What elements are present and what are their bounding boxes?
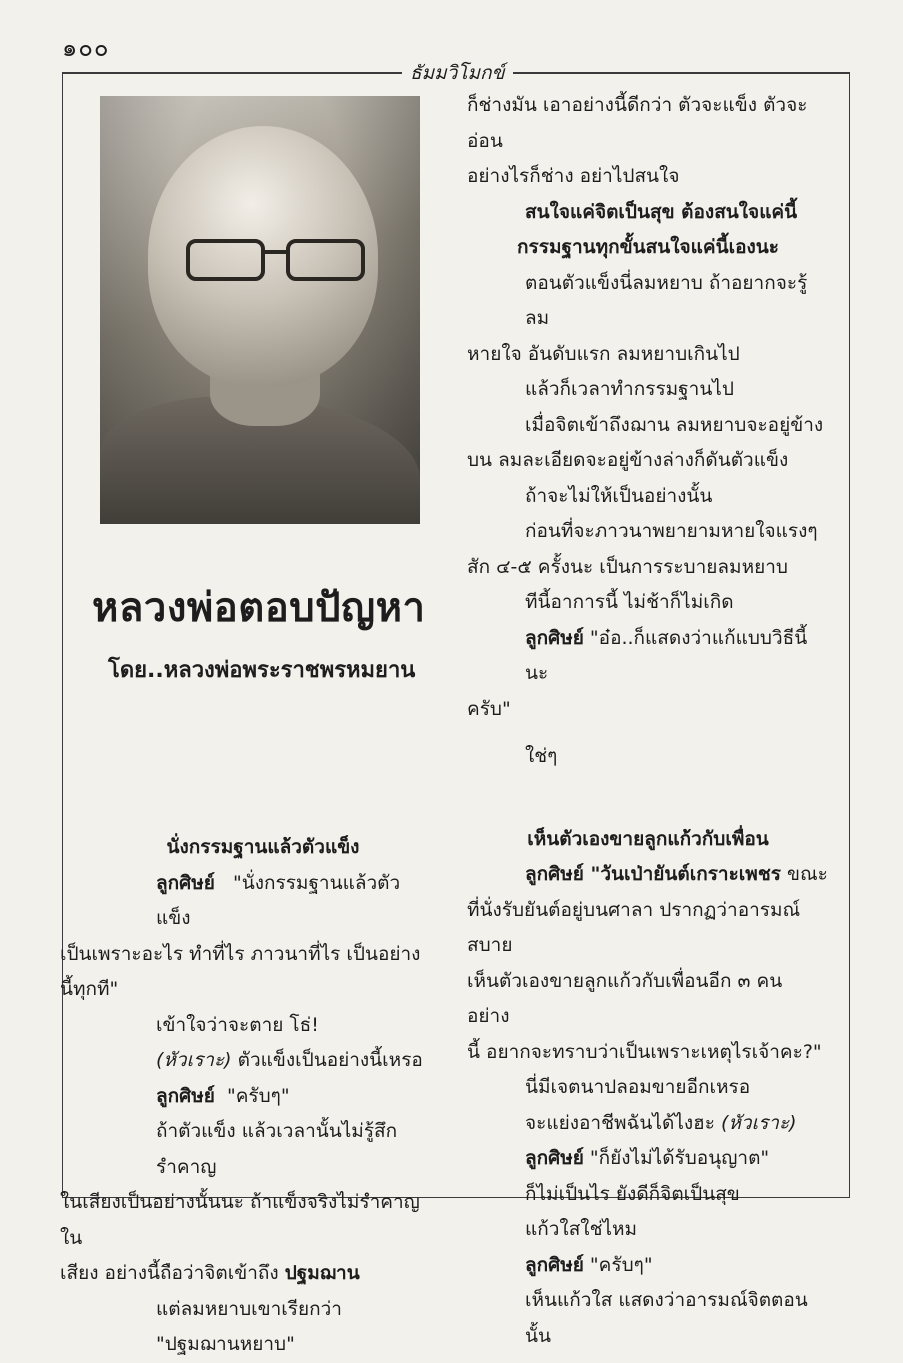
paragraph-line: ก่อนที่จะภาวนาพยายามหายใจแรงๆ bbox=[525, 520, 818, 542]
paragraph-line: นี้ อยากจะทราบว่าเป็นเพราะเหตุไรเจ้าคะ?" bbox=[467, 1040, 822, 1063]
speaker-label: ลูกศิษย์ bbox=[525, 626, 584, 649]
article-title: หลวงพ่อตอบปัญหา bbox=[92, 585, 426, 631]
section-heading: นั่งกรรมฐานแล้วตัวแข็ง bbox=[166, 836, 360, 858]
paragraph-line bbox=[467, 1141, 829, 1177]
right-column bbox=[467, 88, 829, 1354]
paragraph-line: ทีนี้อาการนี้ ไม่ช้าก็ไม่เกิด bbox=[525, 591, 734, 613]
page-number: ๑๐๐ bbox=[62, 34, 110, 62]
paragraph-line: กรรมฐานทุกขั้นสนใจแค่นี้เองนะ bbox=[517, 236, 779, 258]
line-text: "นั่งกรรมฐานแล้วตัวแข็ง bbox=[156, 871, 401, 929]
running-header: ธัมมวิโมกข์ bbox=[402, 58, 513, 88]
paragraph-line: เข้าใจว่าจะตาย โธ่! bbox=[156, 1013, 319, 1036]
bold-term: ปฐมฌาน bbox=[284, 1262, 360, 1284]
paragraph-line: ใช่ๆ bbox=[525, 745, 558, 767]
paragraph-line: ตอนตัวแข็งนี่ลมหยาบ ถ้าอยากจะรู้ลม bbox=[525, 271, 808, 329]
line-text: เสียง อย่างนี้ถือว่าจิตเข้าถึง bbox=[60, 1262, 285, 1284]
line-text: ตัวแข็งเป็นอย่างนี้เหรอ bbox=[231, 1049, 423, 1071]
paragraph-line: ครับ" bbox=[467, 697, 511, 720]
paragraph-line bbox=[88, 1043, 428, 1079]
line-text: จะแย่งอาชีพฉันได้ไงฮะ bbox=[525, 1111, 721, 1134]
portrait-photo bbox=[100, 96, 420, 524]
eyeglasses-icon bbox=[178, 236, 378, 286]
bold-text: "วันเป่ายันต์เกราะเพชร bbox=[583, 863, 781, 885]
paragraph-line: ถ้าจะไม่ให้เป็นอย่างนั้น bbox=[525, 484, 713, 507]
line-text: "ครับๆ" bbox=[226, 1084, 290, 1107]
italic-aside: (หัวเราะ) bbox=[156, 1049, 232, 1071]
paragraph-line bbox=[467, 621, 829, 692]
paragraph-line: นี่มีเจตนาปลอมขายอีกเหรอ bbox=[525, 1076, 751, 1098]
italic-aside: (หัวเราะ) bbox=[721, 1111, 797, 1134]
speaker-label: ลูกศิษย์ bbox=[525, 863, 584, 885]
speaker-label: ลูกศิษย์ bbox=[156, 1084, 215, 1107]
speaker-label: ลูกศิษย์ bbox=[156, 871, 215, 894]
section-heading: เห็นตัวเองขายลูกแก้วกับเพื่อน bbox=[527, 827, 769, 850]
left-column bbox=[60, 830, 428, 1363]
paragraph-line bbox=[467, 1106, 829, 1142]
article-byline: โดย..หลวงพ่อพระราชพรหมยาน bbox=[108, 658, 416, 683]
paragraph-line bbox=[60, 1256, 428, 1292]
paragraph-line: แก้วใสใช่ไหม bbox=[525, 1218, 638, 1240]
paragraph-line: บน ลมละเอียดจะอยู่ข้างล่างก็ดันตัวแข็ง bbox=[467, 449, 789, 471]
paragraph-line: หายใจ อันดับแรก ลมหยาบเกินไป bbox=[467, 342, 740, 365]
paragraph-line: เป็นเพราะอะไร ทำที่ไร ภาวนาที่ไร เป็นอย่าง bbox=[60, 942, 421, 965]
paragraph-line: ก็ช่างมัน เอาอย่างนี้ดีกว่า ตัวจะแข็ง ตัวจะอ่อน bbox=[467, 94, 808, 152]
line-text: ขณะ bbox=[780, 863, 828, 885]
line-text: "ครับๆ" bbox=[583, 1253, 653, 1276]
paragraph-line bbox=[88, 1079, 428, 1115]
paragraph-line: ในเสียงเป็นอย่างนั้นนะ ถ้าแข็งจริงไม่รำคาญใน bbox=[60, 1191, 420, 1249]
paragraph-line: อย่างไรก็ช่าง อย่าไปสนใจ bbox=[467, 165, 680, 187]
paragraph-line: ที่นั่งรับยันต์อยู่บนศาลา ปรากฏว่าอารมณ์สบาย bbox=[467, 898, 801, 956]
paragraph-line: ก็ไม่เป็นไร ยังดีก็จิตเป็นสุข bbox=[525, 1182, 740, 1205]
paragraph-line: ถ้าตัวแข็ง แล้วเวลานั้นไม่รู้สึกรำคาญ bbox=[156, 1120, 398, 1178]
paragraph-line bbox=[467, 1248, 829, 1284]
paragraph-line: เห็นตัวเองขายลูกแก้วกับเพื่อนอีก ๓ คน อย่าง bbox=[467, 969, 783, 1027]
paragraph-line: เมื่อจิตเข้าถึงฌาน ลมหยาบจะอยู่ข้าง bbox=[525, 413, 824, 436]
paragraph-line: แต่ลมหยาบเขาเรียกว่า "ปฐมฌานหยาบ" bbox=[156, 1297, 342, 1355]
speaker-label: ลูกศิษย์ bbox=[525, 1147, 584, 1169]
line-text: "ก็ยังไม่ได้รับอนุญาต" bbox=[583, 1147, 770, 1169]
line-text: "อ๋อ..ก็แสดงว่าแก้แบบวิธีนี้นะ bbox=[525, 626, 808, 684]
paragraph-line bbox=[88, 866, 428, 937]
paragraph-line: แล้วก็เวลาทำกรรมฐานไป bbox=[525, 378, 734, 400]
paragraph-line: เห็นแก้วใส แสดงว่าอารมณ์จิตตอนนั้น bbox=[525, 1289, 808, 1347]
paragraph-line bbox=[467, 857, 829, 893]
paragraph-line: สนใจแค่จิตเป็นสุข ต้องสนใจแค่นี้ bbox=[525, 200, 798, 223]
paragraph-line: สัก ๔-๕ ครั้งนะ เป็นการระบายลมหยาบ bbox=[467, 555, 788, 578]
paragraph-line: นี้ทุกที" bbox=[60, 978, 119, 1000]
speaker-label: ลูกศิษย์ bbox=[525, 1253, 584, 1276]
